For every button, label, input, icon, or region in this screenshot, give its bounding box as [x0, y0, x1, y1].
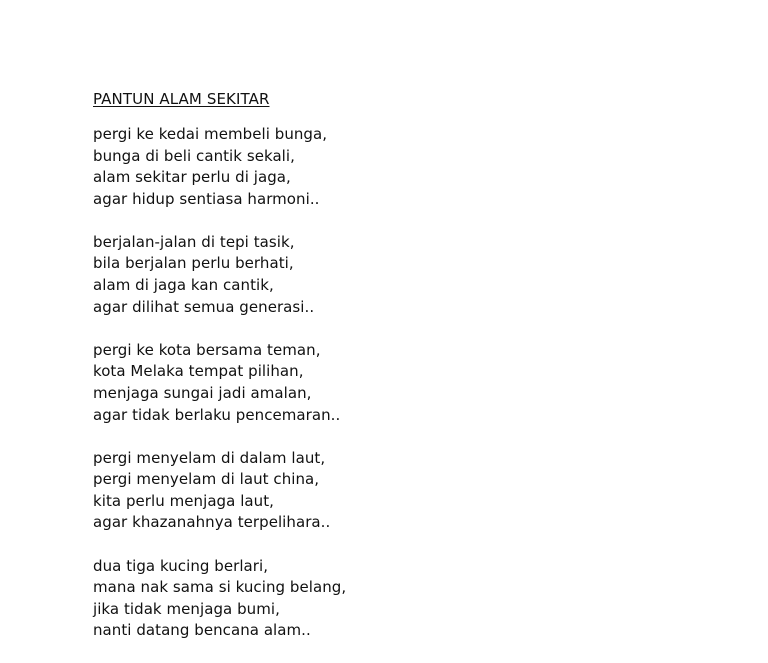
poem-line: alam di jaga kan cantik,	[93, 276, 274, 295]
poem-line: agar tidak berlaku pencemaran..	[93, 405, 341, 424]
poem-line: kita perlu menjaga laut,	[93, 491, 274, 510]
poem-line: dua tiga kucing berlari,	[93, 556, 269, 575]
poem-line: nanti datang bencana alam..	[93, 621, 311, 640]
poem-line: jika tidak menjaga bumi,	[93, 599, 280, 618]
stanza	[93, 556, 733, 642]
poem-line: pergi ke kota bersama teman,	[93, 340, 321, 359]
poem-line: menjaga sungai jadi amalan,	[93, 383, 312, 402]
stanza	[93, 448, 733, 534]
poem-line: agar dilihat semua generasi..	[93, 297, 315, 316]
poem-line: pergi ke kedai membeli bunga,	[93, 125, 328, 143]
poem-line: alam sekitar perlu di jaga,	[93, 168, 291, 187]
poem-line: bunga di beli cantik sekali,	[93, 146, 295, 165]
poem-line: berjalan-jalan di tepi tasik,	[93, 232, 295, 251]
poem-line: bila berjalan perlu berhati,	[93, 254, 294, 273]
poem-content	[93, 89, 733, 663]
poem-line: pergi menyelam di dalam laut,	[93, 448, 326, 467]
poem-line: kota Melaka tempat pilihan,	[93, 362, 304, 381]
stanza	[93, 124, 733, 210]
poem-line: pergi menyelam di laut china,	[93, 470, 320, 489]
document-title: PANTUN ALAM SEKITAR	[93, 90, 270, 108]
stanza	[93, 232, 733, 318]
poem-line: agar hidup sentiasa harmoni..	[93, 189, 320, 208]
poem-line: mana nak sama si kucing belang,	[93, 578, 347, 597]
poem-line: agar khazanahnya terpelihara..	[93, 513, 331, 532]
stanza	[93, 340, 733, 426]
